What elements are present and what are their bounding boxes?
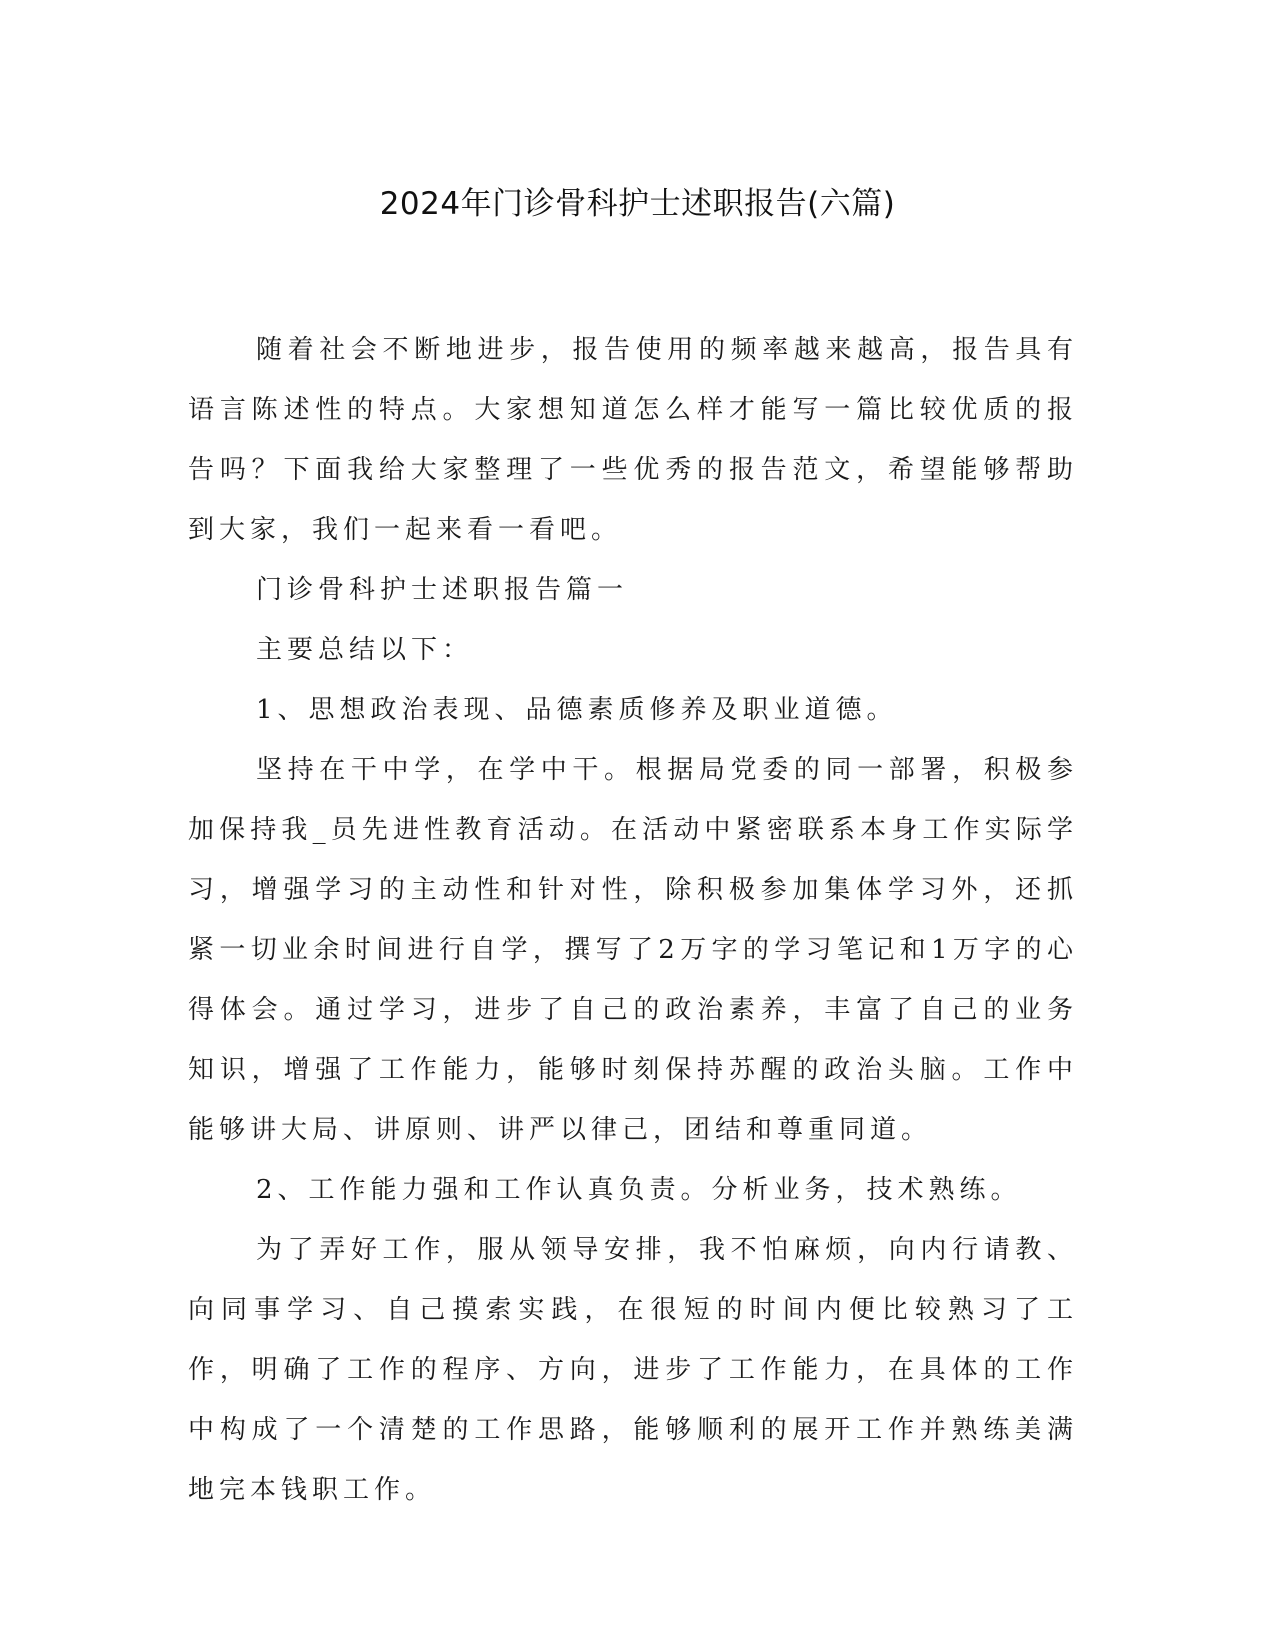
body-paragraph-1: 坚持在干中学，在学中干。根据局党委的同一部署，积极参加保持我_员先进性教育活动。在活动中紧密联系本身工作实际学习，增强学习的主动性和针对性，除积极参加集体学习外，还抓紧一切业余时间进行自学，撰写了2万字的学习笔记和1万字的心得体会。通过学习，进步了自己的政治素养，丰富了自己的业务知识，增强了工作能力，能够时刻保持苏醒的政治头脑。工作中能够讲大局、讲原则、讲严以律己，团结和尊重同道。 — [188, 755, 1078, 1145]
document-title: 2024年门诊骨科护士述职报告(六篇) — [379, 186, 896, 222]
summary-intro: 主要总结以下： — [256, 635, 474, 665]
section-heading-1: 门诊骨科护士述职报告篇一 — [256, 575, 629, 605]
document-body — [188, 320, 1078, 1520]
item-heading-1: 1、思想政治表现、品德素质修养及职业道德。 — [256, 695, 898, 725]
body-paragraph-2: 为了弄好工作，服从领导安排，我不怕麻烦，向内行请教、向同事学习、自己摸索实践，在很短的时间内便比较熟习了工作，明确了工作的程序、方向，进步了工作能力，在具体的工作中构成了一个清楚的工作思路，能够顺利的展开工作并熟练美满地完本钱职工作。 — [188, 1235, 1078, 1505]
intro-paragraph: 随着社会不断地进步，报告使用的频率越来越高，报告具有语言陈述性的特点。大家想知道怎么样才能写一篇比较优质的报告吗？下面我给大家整理了一些优秀的报告范文，希望能够帮助到大家，我们一起来看一看吧。 — [188, 335, 1078, 545]
item-heading-2: 2、工作能力强和工作认真负责。分析业务，技术熟练。 — [256, 1175, 1022, 1205]
